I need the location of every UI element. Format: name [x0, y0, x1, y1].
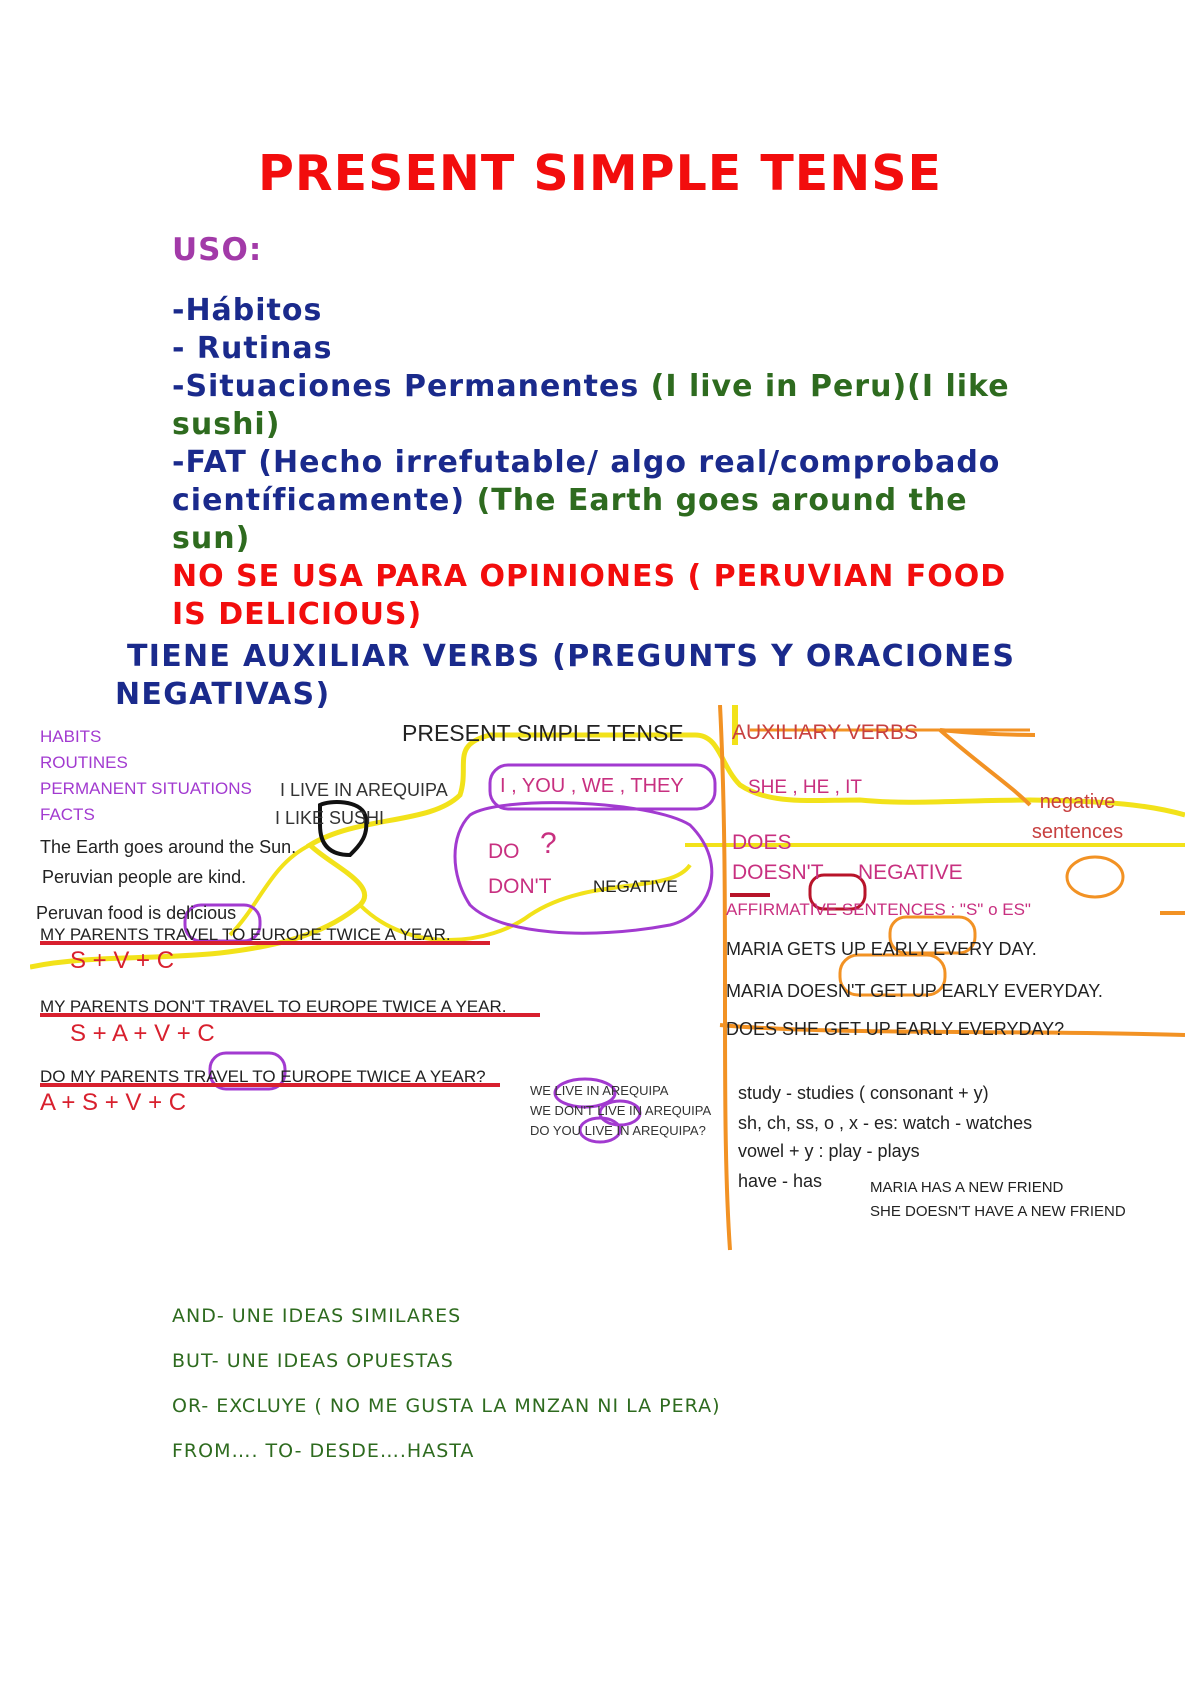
board-have-negative: SHE DOESN'T HAVE A NEW FRIEND [870, 1203, 1126, 1220]
board-fact-peruvian: Peruvian people are kind. [42, 867, 247, 887]
auxiliar-note [115, 638, 1075, 714]
board-sentence-affirmative: MY PARENTS TRAVEL TO EUROPE TWICE A YEAR. [40, 925, 451, 944]
board-formula-negative: S + A + V + C [70, 1020, 215, 1047]
board-rule-have: have - has [738, 1171, 823, 1191]
board-affirmative-title: AFFIRMATIVE SENTENCES : "S" o ES" [726, 900, 1031, 919]
board-fact-food: Peruvan food is delicious [36, 903, 237, 923]
conjunctions-list [172, 1305, 721, 1485]
use-fat [172, 444, 1052, 558]
no-opiniones: NO SE USA PARA OPINIONES ( PERUVIAN FOOD IS DELICIOUS) [172, 559, 1007, 632]
use-habitos: -Hábitos [172, 293, 323, 328]
board-auxiliary-title: AUXILIARY VERBS [732, 721, 918, 744]
conjunction-or: OR- EXCLUYE ( NO ME GUSTA LA MNZAN NI LA PERA) [172, 1395, 721, 1417]
board-sentence-question: DO MY PARENTS TRAVEL TO EUROPE TWICE A YEAR? [40, 1067, 486, 1086]
board-negative-sentences: negative sentences [1031, 791, 1124, 843]
board-sentence-maria-negative: MARIA DOESN'T GET UP EARLY EVERYDAY. [726, 981, 1103, 1001]
board-use-facts: FACTS [40, 805, 95, 824]
board-doesnt: DOESN'T [732, 861, 824, 884]
board-rule-consonant-y: study - studies ( consonant + y) [738, 1083, 989, 1103]
board-mini-negative: WE DON'T LIVE IN AREQUIPA [530, 1103, 712, 1118]
board-use-habits: HABITS [40, 727, 102, 746]
board-example-sushi: I LIKE SUSHI [275, 808, 385, 828]
board-pronouns-singular: SHE , HE , IT [748, 777, 863, 798]
page-title: PRESENT SIMPLE TENSE [258, 145, 942, 202]
board-sentence-maria-question: DOES SHE GET UP EARLY EVERYDAY? [726, 1019, 1065, 1039]
board-fact-earth: The Earth goes around the Sun. [40, 837, 297, 857]
board-mini-affirmative: WE LIVE IN AREQUIPA [530, 1083, 669, 1098]
board-formula-question: A + S + V + C [40, 1089, 187, 1116]
board-use-permanent: PERMANENT SITUATIONS [40, 779, 252, 798]
use-situaciones [172, 368, 1052, 444]
board-rule-es: sh, ch, ss, o , x - es: watch - watches [738, 1113, 1033, 1133]
board-formula-affirmative: S + V + C [70, 947, 175, 974]
board-pronouns-plural: I , YOU , WE , THEY [500, 775, 684, 797]
board-title: PRESENT SIMPLE TENSE [402, 720, 684, 746]
board-dont-negative: NEGATIVE [593, 877, 678, 896]
whiteboard-image [30, 705, 1185, 1255]
board-doesnt-negative: NEGATIVE [858, 861, 963, 884]
board-have-affirmative: MARIA HAS A NEW FRIEND [870, 1179, 1064, 1196]
use-rutinas: - Rutinas [172, 331, 333, 366]
board-mini-question: DO YOU LIVE IN AREQUIPA? [530, 1123, 706, 1138]
board-sentence-maria-affirmative: MARIA GETS UP EARLY EVERY DAY. [726, 939, 1037, 959]
board-use-routines: ROUTINES [40, 753, 128, 772]
conjunction-from-to: FROM…. TO- DESDE….HASTA [172, 1440, 475, 1462]
conjunction-and: AND- UNE IDEAS SIMILARES [172, 1305, 462, 1327]
fat-example: (The Earth goes around the sun) [172, 483, 968, 556]
board-does: DOES [732, 831, 792, 854]
board-sentence-negative: MY PARENTS DON'T TRAVEL TO EUROPE TWICE A YEAR. [40, 997, 507, 1016]
board-do-question: ? [540, 827, 557, 860]
situaciones-example: (I live in Peru)(I like sushi) [172, 369, 1010, 442]
conjunction-but: BUT- UNE IDEAS OPUESTAS [172, 1350, 454, 1372]
uso-label: USO: [172, 232, 263, 268]
fat-label: -FAT (Hecho irrefutable/ algo real/comprobado científicamente) [172, 445, 1001, 518]
auxiliar-line-1: TIENE AUXILIAR VERBS (PREGUNTS Y ORACIONES [127, 639, 1016, 674]
situaciones-label: -Situaciones Permanentes [172, 369, 640, 404]
board-dont: DON'T [488, 875, 552, 898]
board-rule-vowel-y: vowel + y : play - plays [738, 1141, 920, 1161]
board-example-arequipa: I LIVE IN AREQUIPA [280, 780, 448, 800]
auxiliar-line-2: NEGATIVAS) [115, 677, 331, 712]
board-do: DO [488, 840, 520, 863]
uses-list [172, 292, 1052, 634]
